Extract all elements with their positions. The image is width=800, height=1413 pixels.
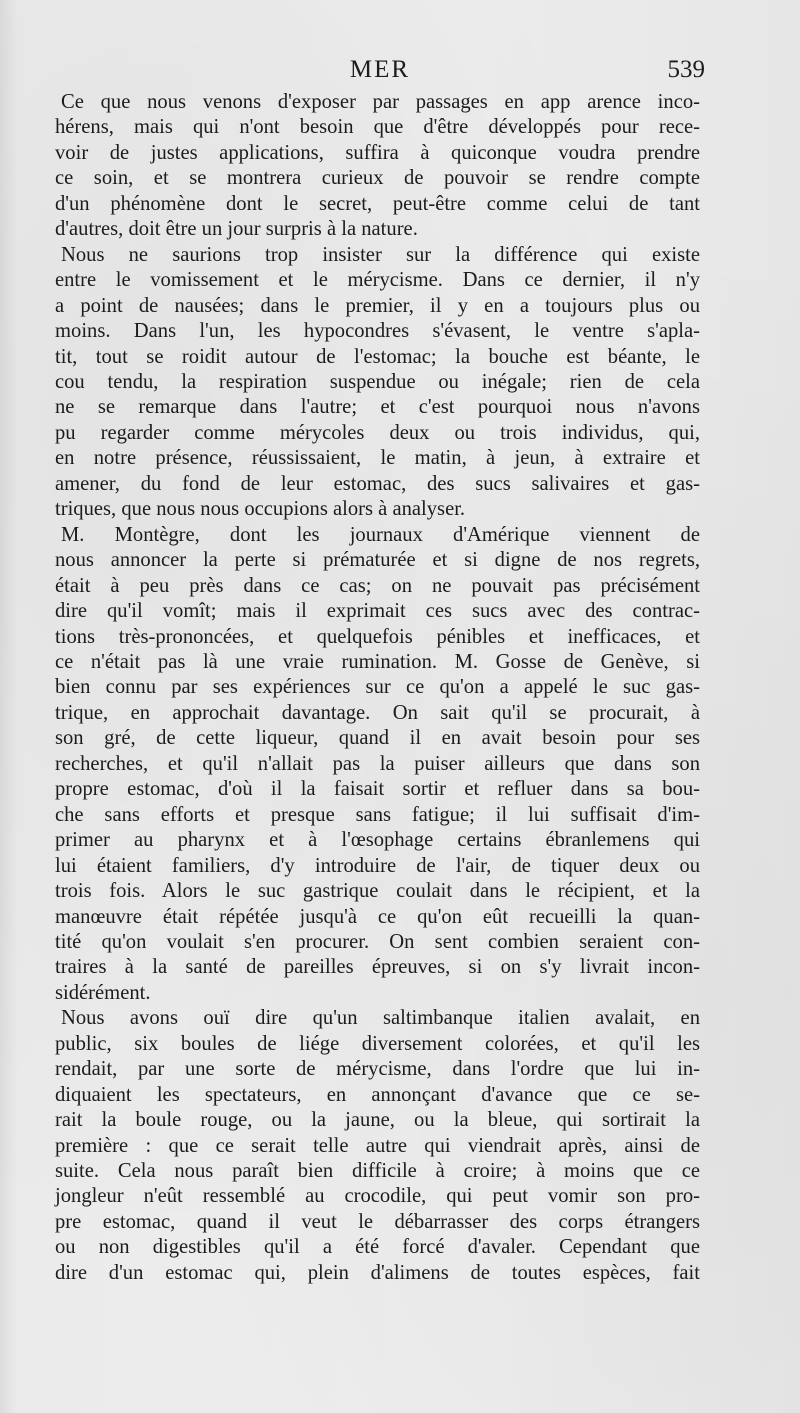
text-line: M. Montègre, dont les journaux d'Amérique viennent de xyxy=(61,523,700,546)
text-line: en notre présence, réussissaient, le matin, à jeun, à extraire et xyxy=(55,447,700,470)
text-line: cou tendu, la respiration suspendue ou inégale; rien de cela xyxy=(55,370,700,393)
text-line: bien connu par ses expériences sur ce qu'on a appelé le suc gas- xyxy=(55,676,700,699)
text-line: ou non digestibles qu'il a été forcé d'avaler. Cependant que xyxy=(55,1236,700,1259)
text-line: Nous ne saurions trop insister sur la différence qui existe xyxy=(61,243,700,266)
text-line: première : que ce serait telle autre qui viendrait après, ainsi de xyxy=(55,1134,700,1157)
text-line: rendait, par une sorte de mérycisme, dans l'ordre que lui in- xyxy=(55,1058,700,1081)
text-line: voir de justes applications, suffira à quiconque voudra prendre xyxy=(55,141,700,164)
text-line: trique, en approchait davantage. On sait qu'il se procurait, à xyxy=(55,701,700,724)
text-line: son gré, de cette liqueur, quand il en avait besoin pour ses xyxy=(55,727,700,750)
text-line: Ce que nous venons d'exposer par passages en app arence inco- xyxy=(61,91,700,113)
text-line: était à peu près dans ce cas; on ne pouvait pas précisément xyxy=(55,574,700,597)
paragraph xyxy=(55,90,700,243)
text-line: moins. Dans l'un, les hypocondres s'évasent, le ventre s'apla- xyxy=(55,320,700,343)
text-line: a point de nausées; dans le premier, il y en a toujours plus ou xyxy=(55,294,700,317)
text-line: ne se remarque dans l'autre; et c'est pourquoi nous n'avons xyxy=(55,396,700,419)
text-line: manœuvre était répétée jusqu'à ce qu'on eût recueilli la quan- xyxy=(55,905,700,928)
running-head: MER xyxy=(349,56,411,83)
text-line: d'un phénomène dont le secret, peut-être comme celui de tant xyxy=(55,192,700,215)
text-line: recherches, et qu'il n'allait pas la puiser ailleurs que dans son xyxy=(55,752,700,775)
paragraph xyxy=(55,1006,700,1286)
text-line: che sans efforts et presque sans fatigue; il lui suffisait d'im- xyxy=(55,803,700,826)
text-line: hérens, mais qui n'ont besoin que d'être développés pour rece- xyxy=(55,116,700,139)
text-line: tit, tout se roidit autour de l'estomac; la bouche est béante, le xyxy=(55,345,700,368)
text-line: dire d'un estomac qui, plein d'alimens de toutes espèces, fait xyxy=(55,1261,700,1284)
text-line: d'autres, doit être un jour surpris à la nature. xyxy=(55,218,418,241)
text-line: suite. Cela nous paraît bien difficile à croire; à moins que ce xyxy=(55,1160,700,1183)
text-line: amener, du fond de leur estomac, des sucs salivaires et gas- xyxy=(55,472,700,495)
text-line: tité qu'on voulait s'en procurer. On sent combien seraient con- xyxy=(55,930,700,953)
text-line: trois fois. Alors le suc gastrique coulait dans le récipient, et la xyxy=(55,880,700,903)
text-line: tions très-prononcées, et quelquefois pénibles et inefficaces, et xyxy=(55,625,700,648)
text-line: jongleur n'eût ressemblé au crocodile, qui peut vomir son pro- xyxy=(55,1185,700,1208)
text-line: dire qu'il vomît; mais il exprimait ces sucs avec des contrac- xyxy=(55,600,700,623)
text-line: entre le vomissement et le mérycisme. Dans ce dernier, il n'y xyxy=(55,269,700,292)
text-line: triques, que nous nous occupions alors à analyser. xyxy=(55,498,466,521)
text-line: primer au pharynx et à l'œsophage certains ébranlemens qui xyxy=(55,829,700,852)
text-line: traires à la santé de pareilles épreuves, si on s'y livrait incon- xyxy=(55,956,700,979)
body-text xyxy=(55,90,700,1286)
text-line: Nous avons ouï dire qu'un saltimbanque italien avalait, en xyxy=(61,1007,700,1030)
text-line: propre estomac, d'où il la faisait sortir et refluer dans sa bou- xyxy=(55,778,700,801)
text-line: nous annoncer la perte si prématurée et si digne de nos regrets, xyxy=(55,549,700,572)
paragraph xyxy=(55,523,700,1007)
text-line: ce n'était pas là une vraie rumination. M. Gosse de Genève, si xyxy=(55,650,700,673)
text-line: pu regarder comme mérycoles deux ou trois individus, qui, xyxy=(55,421,700,444)
text-line: rait la boule rouge, ou la jaune, ou la bleue, qui sortirait la xyxy=(55,1109,700,1132)
page-number: 539 xyxy=(667,56,705,83)
text-line: diquaient les spectateurs, en annonçant d'avance que ce se- xyxy=(55,1083,700,1106)
text-line: ce soin, et se montrera curieux de pouvoir se rendre compte xyxy=(55,167,700,190)
text-line: lui étaient familiers, d'y introduire de l'air, de tiquer deux ou xyxy=(55,854,700,877)
text-line: sidérément. xyxy=(55,981,151,1004)
paragraph xyxy=(55,243,700,523)
text-line: pre estomac, quand il veut le débarrasser des corps étrangers xyxy=(55,1210,700,1233)
page-header xyxy=(55,56,705,90)
text-line: public, six boules de liége diversement colorées, et qu'il les xyxy=(55,1032,700,1055)
